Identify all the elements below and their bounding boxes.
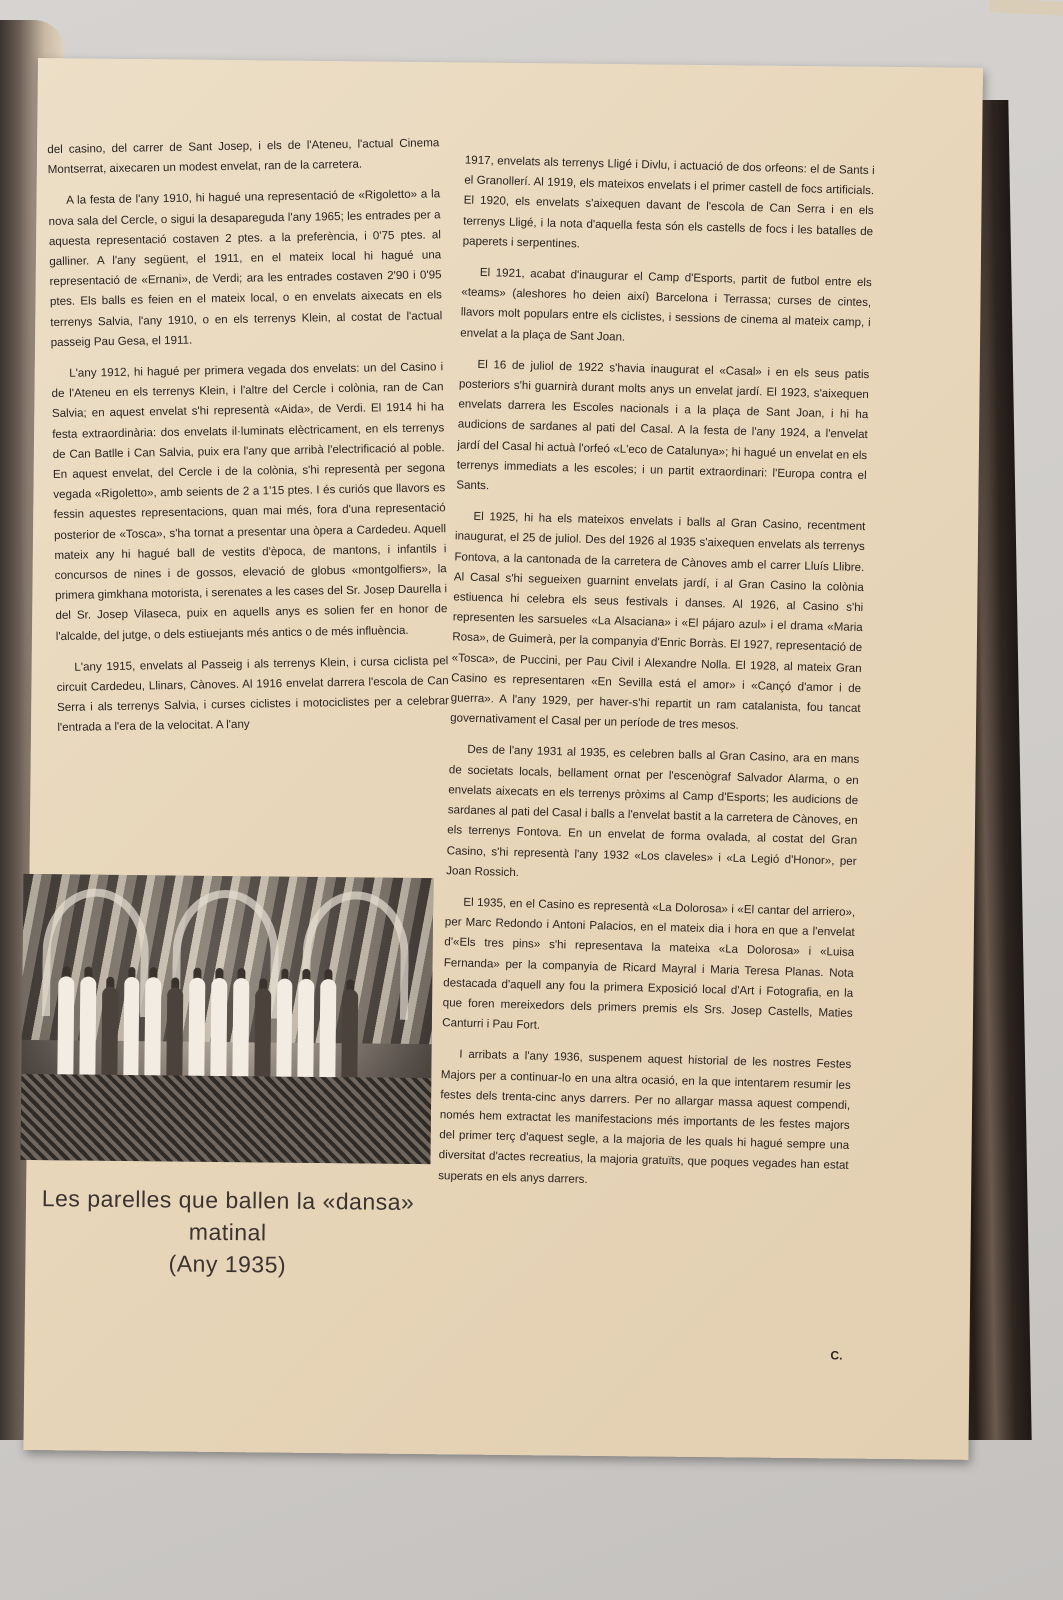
caption-line: matinal: [188, 1218, 267, 1246]
paragraph: L'any 1915, envelats al Passeig i als terrenys Klein, i cursa ciclista pel circuit Cardedeu, Llinars, Cànoves. Al 1916 envelat darrera l'escola de Can Serra i als terrenys Salvia, i curses ciclistes i motociclistes per a celebrar l'entrada a l'era de la velocitat. A l'any: [56, 654, 450, 735]
right-column: [438, 150, 875, 1207]
paragraph: I arribats a l'any 1936, suspenem aquest historial de les nostres Festes Majors per a continuar-lo en una altra ocasió, en la que intentarem resumir les festes dels trenta-cinc anys darrers. Per no allargar massa aquest compendi, només hem extractat les manifestacions més importants de les festes majors del primer terç d'aquest segle, a la majoria de les quals hi hagué sempre una diversitat d'actes recreatius, la majoria gratuïts, que poques vegades han estat superats en els anys darrers.: [438, 1047, 852, 1186]
paragraph: El 1935, en el Casino es representà «La Dolorosa» i «El cantar del arriero», per Marc Redondo i Antoni Palacios, en el mateix dia i hora en que a l'envelat d'«Els tres pins» s'hi representava la mateixa «La Dolorosa» i «Luisa Fernanda» per la companyia de Ricard Mayral i Maria Teresa Planas. Nota destacada d'aquell any fou la primera Exposició local d'Art i Fotografia, en la que foren mereixedors dels primers premis els Srs. Josep Castells, Maties Canturri i Pau Fort.: [442, 895, 856, 1032]
dancer: [167, 987, 184, 1087]
dancer: [101, 987, 118, 1087]
paragraph: 1917, envelats als terrenys Lligé i Divlu, i actuació de dos orfeons: el de Sants i el Granollerí. Al 1919, els mateixos envelats i el primer castell de focs artificials. El 1920, els envelats s'aixequen davant de l'escola de Can Serra i en els terrenys Lligé, i la nota d'aquella festa són els castells de focs i les batalles de paperets i serpentines.: [462, 153, 875, 251]
caption-line: (Any 1935): [168, 1250, 287, 1278]
dancer: [123, 977, 140, 1087]
magazine-page: [23, 58, 983, 1460]
paper-scrap: [990, 0, 1063, 16]
group-of-dancers: [57, 966, 358, 1089]
paragraph: El 1925, hi ha els mateixos envelats i balls al Gran Casino, recentment inaugurat, el 25 de juliol. Des del 1926 al 1935 s'aixequen envelats als terrenys Fontova, a la cantonada de la carretera de Cànoves amb el carrer Lluís Llibre. Al Casal s'hi segueixen guarnint envelats jardí, i al Gran Casino la colònia estiuenca hi celebra els seus festivals i danses. Al 1926, al Casino s'hi representen les sarsueles «La Alsaciana» i «El pájaro azul» i el drama «Maria Rosa», de Guimerà, per la companyia d'Enric Borràs. El 1927, representació de «Tosca», de Puccini, per Pau Civil i Alexandre Nolla. El 1928, al mateix Gran Casino es representaren «En Sevilla está el amor» i «Cançó d'amor i de guerra». A l'any 1929, per haver-s'hi repartit un ram catalanista, fou tancat governativament el Casal per un període de tres mesos.: [450, 510, 866, 733]
left-column: [47, 133, 450, 749]
dancer: [79, 976, 96, 1086]
dancer: [320, 979, 337, 1089]
author-signature: C.: [830, 1348, 843, 1363]
dancer: [145, 977, 162, 1087]
paragraph: El 16 de juliol de 1922 s'havia inaugurat el «Casal» i en els seus patis posteriors s'hi guarnirà durant molts anys un envelat jardí. El 1923, s'aixequen envelats darrera les Escoles nacionals i a la plaça de Sant Joan, i hi ha audicions de sardanes al pati del Casal. A la festa de l'any 1924, a l'envelat jardí del Casal hi actuà l'orfeó «L'eco de Catalunya»; hi hagué un envelat en els terrenys immediats a les escoles; i un partit extraordinari: l'Europa contra el Sants.: [456, 357, 870, 493]
photo-caption: [17, 1182, 438, 1282]
caption-line: Les parelles que ballen la «dansa»: [41, 1185, 415, 1216]
paragraph: Des de l'any 1931 al 1935, es celebren balls al Gran Casino, ara en mans de societats locals, bellament ornat per l'escenògraf Salvador Alarma, o en envelats aixecats en els terrenys pròxims al Camp d'Esports; les audicions de sardanes al pati del Casal i balls a l'envelat bastit a la carretera de Cànoves, en els terrenys Fontova. En un envelat de forma ovalada, al costat del Gran Casino, s'hi representà l'any 1932 «Los claveles» i «La Legió d'Honor», per Joan Rossich.: [446, 743, 860, 879]
dancer: [232, 978, 249, 1088]
paragraph: A la festa de l'any 1910, hi hagué una representació de «Rigoletto» a la nova sala del Cercle, o sigui la desapareguda l'any 1965; les entrades per a aquesta representació costaven 2 ptes. a la preferència, i 0'75 ptes. al galliner. A l'any següent, el 1911, en el mateix local hi hagué una representació de «Ernani», de Verdi; ara les entrades costaven 2'90 i 0'95 ptes. Els balls es feien en el mateix local, o en envelats aixecats en els terrenys Salvia, l'any 1910, o en els terrenys Klein, al costat de l'actual passeig Pau Gesa, el 1911.: [48, 187, 443, 349]
dancer: [276, 979, 293, 1089]
dancer: [341, 989, 358, 1089]
patterned-floor: [20, 1074, 431, 1164]
dancer: [188, 978, 205, 1088]
dancer: [254, 988, 271, 1088]
dancer: [298, 979, 315, 1089]
dancer: [210, 978, 227, 1088]
dancer: [57, 976, 74, 1086]
paragraph: L'any 1912, hi hagué per primera vegada dos envelats: un del Casino i de l'Ateneu en els terrenys Klein, i l'altre del Cercle i colònia, ran de Can Salvia; en aquest envelat s'hi representà «Aida», de Verdi. El 1914 hi ha festa extraordinària: dos envelats il·luminats elèctricament, en els terrenys de Can Batlle i Can Salvia, puix era l'any que arribà l'electrificació al poble. En aquest envelat, del Cercle i de la colònia, s'hi representà per segona vegada «Rigoletto», amb seients de 2 a 1'15 ptes. I és curiós que llavors es fessin aquestes representacions, quan mai més, fora d'una representació posterior de «Tosca», s'ha tornat a presentar una òpera a Cardedeu. Aquell mateix any hi hagué ball de vestits d'època, de mantons, i infantils i concursos de nines i de gossos, elevació de globus «montgolfiers», la primera gimkhana motorista, i serenates a les cases del Sr. Josep Daurella i del Sr. Josep Vilaseca, puix en aquells anys es solien fer en honor de l'alcalde, del jutge, o dels estiuejants més antics o de més influència.: [51, 360, 448, 643]
paragraph: del casino, del carrer de Sant Josep, i els de l'Ateneu, l'actual Cinema Montserrat, aixecaren un modest envelat, ran de la carretera.: [47, 136, 440, 177]
dance-photo: [20, 874, 433, 1164]
paragraph: El 1921, acabat d'inaugurar el Camp d'Esports, partit de futbol entre els «teams» (aleshores ho deien així) Barcelona i Terrassa; curses de cintes, llavors molt populars entre els ciclistes, i sessions de cinema al mateix camp, i envelat a la plaça de Sant Joan.: [460, 265, 872, 344]
